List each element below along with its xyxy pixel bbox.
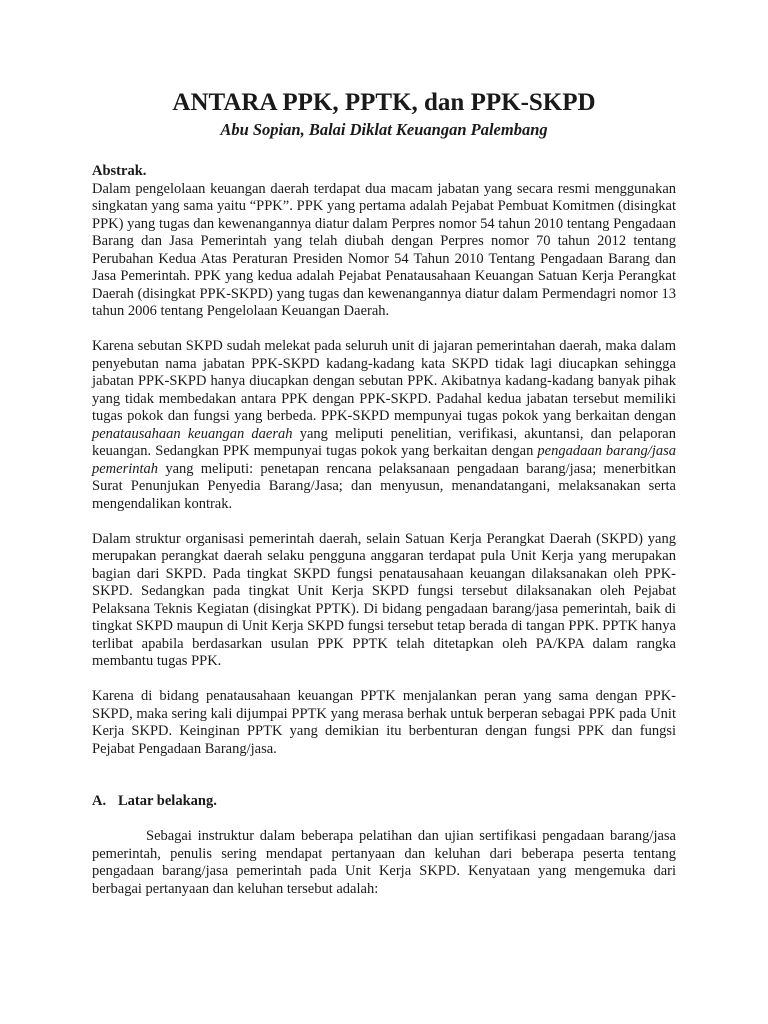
abstract-heading: Abstrak.: [92, 163, 147, 179]
paragraph-2-emphasis-1: penatausahaan keuangan daerah: [92, 425, 293, 442]
section-a-title: Latar belakang.: [118, 793, 217, 809]
paragraph-4: Karena di bidang penatausahaan keuangan PPTK menjalankan peran yang sama dengan PPK-SKPD, maka sering kali dijumpai PPTK yang merasa berhak untuk berperan sebagai PPK pada Unit Kerja SKPD. Keinginan PPTK yang demikian itu berbenturan dengan fungsi PPK dan fungsi Pejabat Pengadaan Barang/jasa.: [92, 688, 676, 757]
paragraph-2-text-b: yang meliputi penelitian, verifikasi, akuntansi, dan pelaporan keuangan. Sedangkan PPK mempunyai tugas pokok yang berkaitan dengan: [92, 425, 676, 459]
paragraph-3: Dalam struktur organisasi pemerintah daerah, selain Satuan Kerja Perangkat Daerah (SKPD) yang merupakan perangkat daerah selaku pengguna anggaran terdapat pula Unit Kerja yang merupakan bagian dari SKPD. Pada tingkat SKPD fungsi penatausahaan keuangan dilaksanakan oleh PPK-SKPD. Sedangkan pada tingkat Unit Kerja SKPD fungsi tersebut dilaksanakan oleh Pejabat Pelaksana Teknis Kegiatan (disingkat PPTK). Di bidang pengadaan barang/jasa pemerintah, baik di tingkat SKPD maupun di Unit Kerja SKPD fungsi tersebut tetap berada di tangan PPK. PPTK hanya terlibat apabila berdasarkan usulan PPK PPTK telah ditetapkan oleh PA/KPA dalam rangka membantu tugas PPK.: [92, 530, 676, 669]
paragraph-2: [92, 338, 676, 513]
paragraph-2-emphasis-2: pengadaan barang/jasa pemerintah: [92, 443, 677, 477]
paragraph-2-text-a: Karena sebutan SKPD sudah melekat pada seluruh unit di jajaran pemerintahan daerah, maka dalam penyebutan nama jabatan PPK-SKPD kadang-kadang kata SKPD tidak lagi diucapkan sehingga jabatan PPK-SKPD hanya diucapkan dengan sebutan PPK. Akibatnya kadang-kadang banyak pihak yang tidak membedakan antara PPK dengan PPK-SKPD. Padahal kedua jabatan tersebut memiliki tugas pokok dan fungsi yang berbeda. PPK-SKPD mempunyai tugas pokok yang berkaitan dengan: [92, 338, 676, 424]
paragraph-2-text-c: yang meliputi: penetapan rencana pelaksanaan pengadaan barang/jasa; menerbitkan Surat Penunjukan Penyedia Barang/Jasa; dan menyusun, menandatangani, melaksanakan serta mengendalikan kontrak.: [92, 460, 676, 512]
abstract-paragraph: Dalam pengelolaan keuangan daerah terdapat dua macam jabatan yang secara resmi menggunakan singkatan yang sama yaitu “PPK”. PPK yang pertama adalah Pejabat Pembuat Komitmen (disingkat PPK) yang tugas dan kewenangannya diatur dalam Perpres nomor 54 tahun 2010 tentang Pengadaan Barang dan Jasa Pemerintah yang telah diubah dengan Perpres nomor 70 tahun 2012 tentang Perubahan Kedua Atas Peraturan Presiden Nomor 54 Tahun 2010 Tentang Pengadaan Barang dan Jasa Pemerintah. PPK yang kedua adalah Pejabat Penatausahaan Keuangan Satuan Kerja Perangkat Daerah (disingkat PPK-SKPD) yang tugas dan kewenangannya diatur dalam Permendagri nomor 13 tahun 2006 tentang Pengelolaan Keuangan Daerah.: [92, 180, 676, 319]
section-a-number: A.: [92, 793, 107, 809]
section-a-heading: [92, 793, 676, 811]
author-line: Abu Sopian, Balai Diklat Keuangan Palembang: [220, 120, 548, 139]
section-a-paragraph: Sebagai instruktur dalam beberapa pelatihan dan ujian sertifikasi pengadaan barang/jasa pemerintah, penulis sering mendapat pertanyaan dan keluhan dari beberapa peserta tentang pengadaan barang/jasa pemerintah pada Unit Kerja SKPD. Kenyataan yang mengemuka dari berbagai pertanyaan dan keluhan tersebut adalah:: [92, 828, 676, 897]
document-title: ANTARA PPK, PPTK, dan PPK-SKPD: [172, 89, 596, 116]
